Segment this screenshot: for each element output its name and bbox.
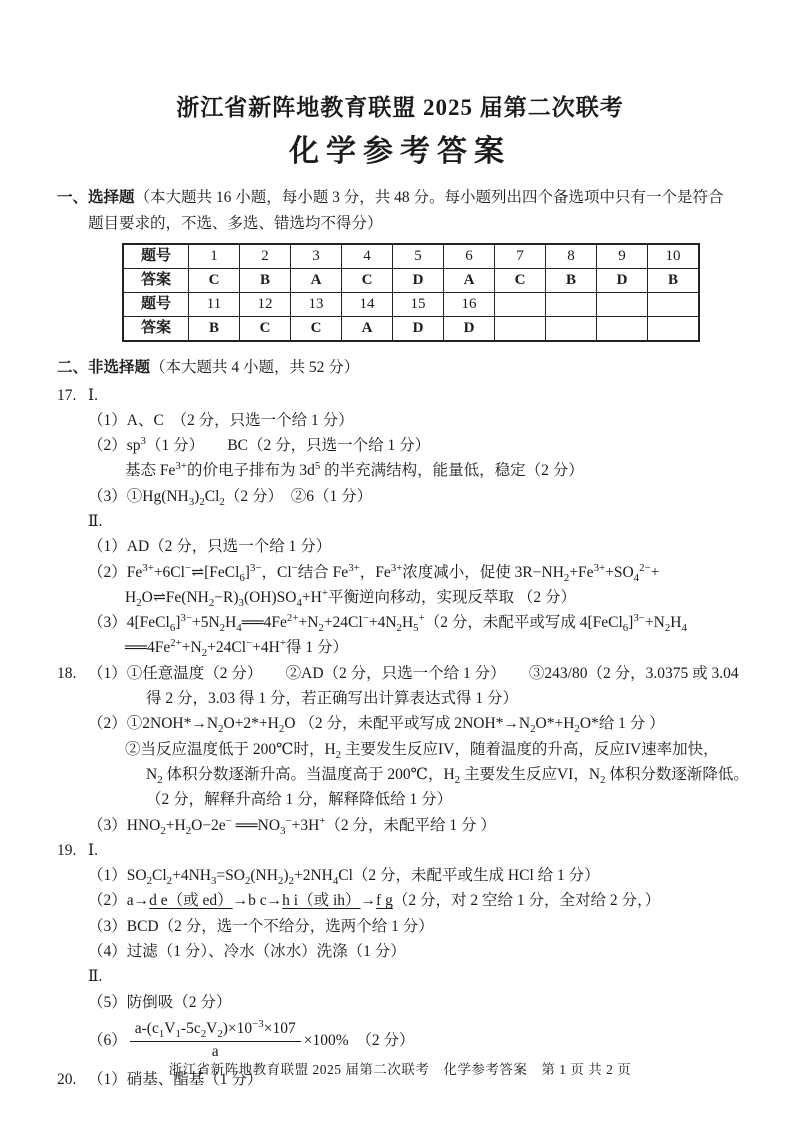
answer-cell: B xyxy=(189,317,240,342)
answer-text: $(1)SO_2Cl_2+4NH_3=SO_2(NH_2)_2+2NH_4Cl(2$ 分，未配平或生成 HCl 给 1 分） xyxy=(88,867,600,888)
section-2-label: 二、非选择题 xyxy=(57,359,151,376)
answer-text: $(3)①Hg(NH_3)_2Cl_2(2$ 分） ②6（1 分） xyxy=(88,487,373,508)
answer-text: （1）①任意温度（2 分） ②AD（2 分，只选一个给 1 分） ③243/80（2 分，3.0375 或 3.04 xyxy=(88,664,739,682)
answer-text: （2）a→d e（或 ed）→b c→h i（或 ih）→f g（2 分，对 2 空给 1 分，全对给 2 分，） xyxy=(88,892,661,910)
answer-cell xyxy=(495,317,546,342)
answer-cell: B xyxy=(546,269,597,293)
question-number-cell: 4 xyxy=(342,244,393,269)
answer-text: $(2)①2NOH*\to N_2O+2*+H_2O$ （2 分，未配平或写成 $2NOH*\to N_2O*+H_2O*$给 1 分 ） xyxy=(88,715,665,736)
answer-line xyxy=(146,787,800,812)
row-header-cell: 答案 xyxy=(123,317,189,342)
page-footer: 浙江省新阵地教育联盟 2025 届第二次联考 化学参考答案 第 1 页 共 2 页 xyxy=(168,1062,632,1077)
question-number-cell: 6 xyxy=(444,244,495,269)
question-number-cell: 16 xyxy=(444,293,495,317)
answer-line xyxy=(88,509,800,534)
question-number-cell: 11 xyxy=(189,293,240,317)
answer-line xyxy=(88,534,800,559)
answer-cell: C xyxy=(240,317,291,342)
table-row xyxy=(123,293,699,317)
question-number-cell: 13 xyxy=(291,293,342,317)
answer-text: Ⅱ. xyxy=(88,512,103,530)
question-number-cell: 10 xyxy=(648,244,700,269)
answer-cell: A xyxy=(444,269,495,293)
answer-line xyxy=(125,458,800,483)
question-number: 20. xyxy=(57,1070,77,1088)
section-1-line1 xyxy=(57,185,800,211)
answer-cell: B xyxy=(240,269,291,293)
question-number-cell: 3 xyxy=(291,244,342,269)
question-number-cell: 5 xyxy=(393,244,444,269)
fraction xyxy=(130,1020,301,1061)
fraction-denominator: a xyxy=(211,1042,219,1060)
question-number: 17. xyxy=(57,386,77,404)
answer-cell: C xyxy=(342,269,393,293)
answer-line xyxy=(88,711,800,736)
answer-text: $(2)Fe^{3+}+6Cl^-\rightleftharpoons[FeCl_6]^{3-}$，Cl−结合 $Fe^{3+}$，$Fe^{3+}$浓度减小，促使 $3R-NH_2+Fe^{3+}+SO_4^{2-}+$ xyxy=(88,561,660,584)
answer-cell: A xyxy=(291,269,342,293)
answer-text: $(2)sp^3(1$ 分） BC（2 分，只选一个给 1 分） xyxy=(88,434,431,455)
row-header-cell: 答案 xyxy=(123,269,189,293)
answer-text: （3）BCD（2 分，选一个不给分，选两个给 1 分） xyxy=(88,917,434,935)
question-number-cell: 7 xyxy=(495,244,546,269)
answer-line xyxy=(125,737,800,762)
answer-line xyxy=(88,484,800,509)
answer-cell: D xyxy=(393,317,444,342)
question-number-cell: 2 xyxy=(240,244,291,269)
document-title: 浙江省新阵地教育联盟 2025 届第二次联考 xyxy=(176,95,624,120)
answer-text: ②当反应温度低于 200℃时，$H_2$ 主要发生反应IV，随着温度的升高，反应IV速率加快， xyxy=(125,740,719,761)
question-number-cell: 14 xyxy=(342,293,393,317)
answer-text: $══4Fe^{2+}+N_2+24Cl^-+4H^+$得 1 分） xyxy=(125,637,348,660)
row-header-cell: 题号 xyxy=(123,244,189,269)
section-2-desc: （本大题共 4 小题，共 52 分） xyxy=(150,359,360,376)
answer-line xyxy=(57,661,800,686)
answer-text: $(3)4[FeCl_6]^{3-}+5N_2H_4══4Fe^{2+}+N_2+24Cl^-+4N_2H_5^+(2$ 分，未配平或写成 $4[FeCl_6]^{3-}+N_2H_4$ xyxy=(88,612,687,635)
answer-cell xyxy=(546,317,597,342)
answer-cell: C xyxy=(189,269,240,293)
answer-text: $(3)HNO_2+H_2O-2e^-$ $══NO_3^-+3H^+(2$ 分，未配平给 1 分 ） xyxy=(88,814,496,837)
question-number-cell: 9 xyxy=(597,244,648,269)
question-number-cell: 12 xyxy=(240,293,291,317)
answer-line xyxy=(88,560,800,585)
answer-cell: D xyxy=(393,269,444,293)
table-row xyxy=(123,317,699,342)
row-header-cell: 题号 xyxy=(123,293,189,317)
answer-text: Ⅱ. xyxy=(88,968,103,986)
answer-line xyxy=(88,863,800,888)
answer-line xyxy=(88,433,800,458)
answer-line xyxy=(146,762,800,787)
question-number-cell xyxy=(495,293,546,317)
answer-cell: D xyxy=(444,317,495,342)
answer-text: （4）过滤（1 分）、冷水（冰水）洗涤（1 分） xyxy=(88,943,406,961)
section-1-line2: 题目要求的，不选、多选、错选均不得分） xyxy=(88,214,383,232)
fraction-suffix: ×100% （2 分） xyxy=(303,1032,415,1050)
question-number-cell xyxy=(546,293,597,317)
answer-cell: A xyxy=(342,317,393,342)
answer-text: （5）防倒吸（2 分） xyxy=(88,993,232,1011)
answer-text: （2 分，解释升高给 1 分，解释降低给 1 分） xyxy=(146,791,453,809)
answer-text: Ⅰ. xyxy=(88,386,98,404)
answer-text: （1）A、C （2 分，只选一个给 1 分） xyxy=(88,411,354,429)
answer-line xyxy=(125,585,800,610)
answer-line xyxy=(57,383,800,408)
answer-text: 得 2 分，3.03 得 1 分，若正确写出计算表达式得 1 分） xyxy=(146,690,519,708)
answer-line xyxy=(88,914,800,939)
answer-line xyxy=(88,610,800,635)
section-1-heading xyxy=(57,185,800,236)
answer-cell: C xyxy=(495,269,546,293)
answers-list xyxy=(0,383,800,1093)
answer-cell: D xyxy=(597,269,648,293)
answer-line xyxy=(57,838,800,863)
question-number-cell: 1 xyxy=(189,244,240,269)
question-number-cell: 8 xyxy=(546,244,597,269)
answer-text: （1）AD（2 分，只选一个给 1 分） xyxy=(88,538,332,556)
question-number: 18. xyxy=(57,664,77,682)
answer-text: $H_2O\rightleftharpoons Fe(NH_2-R)_3(OH)SO_4+H^+$平衡逆向移动，实现反萃取 （2 分） xyxy=(125,586,576,609)
answer-line xyxy=(88,408,800,433)
answer-cell xyxy=(597,317,648,342)
question-number-cell: 15 xyxy=(393,293,444,317)
answer-cell xyxy=(648,317,700,342)
answer-line xyxy=(88,964,800,989)
question-number-cell xyxy=(648,293,700,317)
answer-line xyxy=(88,813,800,838)
answer-line xyxy=(125,635,800,660)
answer-line xyxy=(88,888,800,913)
answer-text: 基态 $Fe^{3+}$的价电子排布为 $3d^5$ 的半充满结构，能量低，稳定（2 分） xyxy=(125,460,584,480)
question-number: 19. xyxy=(57,841,77,859)
answer-line xyxy=(146,686,800,711)
fraction-numerator: $a-(c_1V_1-5c_2V_2)\times 10^{-3}\times 107$ xyxy=(130,1020,301,1042)
answer-text: $N_2$ 体积分数逐渐升高。当温度高于 200℃，$H_2$ 主要发生反应VI，$N_2$ 体积分数逐渐降低。 xyxy=(146,765,749,787)
answer-table-body xyxy=(123,244,699,341)
answer-line xyxy=(88,939,800,964)
section-1-label: 一、选择题 xyxy=(57,189,135,206)
section-2-heading xyxy=(57,355,800,381)
section-1-desc: （本大题共 16 小题，每小题 3 分，共 48 分。每小题列出四个备选项中只有一个是符合 xyxy=(134,189,724,206)
answer-label: （6） xyxy=(88,1032,127,1050)
table-row xyxy=(123,269,699,293)
answer-cell: C xyxy=(291,317,342,342)
answer-line xyxy=(88,990,800,1015)
table-row xyxy=(123,244,699,269)
answer-text: Ⅰ. xyxy=(88,841,98,859)
question-number-cell xyxy=(597,293,648,317)
answer-text: （1）硝基、酯基（1 分） xyxy=(88,1070,263,1088)
answer-table xyxy=(122,243,700,342)
document-subtitle: 化学参考答案 xyxy=(289,135,511,168)
answer-cell: B xyxy=(648,269,700,293)
